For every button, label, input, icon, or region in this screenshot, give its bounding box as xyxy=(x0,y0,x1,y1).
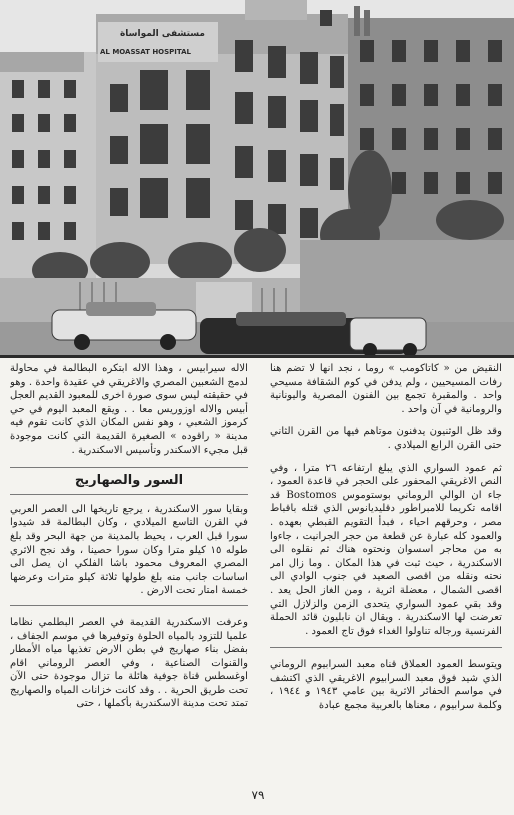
left-column xyxy=(10,362,248,782)
left-paragraph-1: الاله سيرابيس ، وهذا الاله ابتكره البطالمة في محاولة لدمج الشعبين المصري والاغريقي في عقيدة واحدة . وهو في حقيقته ليس سوى صورة اخرى للمعبود القديم العجل أبيس والاله اوزوريس معا . . ويقع المعبد اليوم في حي كرموز الشعبي ، وهو نفس المكان الذي كانت تقوم فيه مدينة « راقوده » الصغيرة القديمة التي كانت موجودة قبل مجيء الاسكندر وتأسيس الاسكندرية . xyxy=(10,363,248,456)
section-heading: السور والصهاريج xyxy=(10,467,248,495)
page-number: ٧٩ xyxy=(251,788,265,802)
right-paragraph-4: ويتوسط العمود العملاق قناه معبد السرابيوم الروماني الذي شيد فوق معبد السرابيوم الاغريقي الذي اكتشف في مواسم الحفائر الاثرية بين عامي ١٩٤٣ و ١٩٤٤ ، وكلمة سرابيوم ، معناها بالعربية مجمع عبادة xyxy=(270,659,502,712)
right-paragraph-3: ثم عمود السواري الذي يبلغ ارتفاعه ٢٦ مترا ، وفي النص الاغريقي المحفور على الحجر في قاعدة العمود ، جاء ان الوالي الروماني بوستوموس Bostomos قد اقامه تكريما للامبراطور دقليديانوس الذي قتله باقباط مصر ، وحرقهم احياء ، فبدأ التقويم القبطي بعهده . والعمود كله عبارة عن قطعة من حجر الجرانيت ، جاءوا به من محاجر اسسوان ونحتوه هناك ثم نقلوه الى الاسكندرية ، حيث ثبت في هذا المكان . وما زال امر نحته ونقله من اقصى الصعيد في جنوب الوادي الى اقصى الشمال ، معضلة اثرية ، ومن الغاز الحل يعد . وقد بقي عمود السواري يتحدى الزمن والزلازل التي تعرضت لها الاسكندرية . ويقال ان نابليون قائد الحملة الفرنسية ورجاله تناولوا الغداء فوق تاج العمود . xyxy=(270,462,502,637)
sign-arabic: مستشفى المواساة xyxy=(119,29,205,39)
sign-latin: AL MOASSAT HOSPITAL xyxy=(100,48,192,56)
right-paragraph-1: النقيض من « كاتاكومب » روما ، نجد انها لا تضم هنا رفات المسيحيين ، ولم يدفن في كوم الشقافة مسيحي واحد . والمقبرة تجمع بين الفنون المصرية واليونانية والرومانية في آن واحد . xyxy=(270,363,502,415)
right-column-divider xyxy=(270,647,502,648)
left-paragraph-2: وبقايا سور الاسكندرية ، يرجع تاريخها الى العصر العربي في القرن التاسع الميلادي ، وكان البطالمة قد شيدوا سورا قبل العرب ، يحيط بالمدينة من جهة البحر وقد بلغ طوله ١٥ كيلو مترا وكان سورا حصينا ، وقد نجح الاثري المصري المعروف محمود باشا الفلكي ان يصل الى اساسات جانب منه بلغ طولها ثلاثة كيلو مترات وعرضها خمسة امتار تحت الارض . xyxy=(10,503,248,597)
left-paragraph-3: وعرفت الاسكندرية القديمة في العصر البطلمي نظاما علميا للتزود بالمياه الحلوة وتوفيرها في موسم الجفاف ، بفضل بناء صهاريج في بطن الارض تغذيها مياه الأمطار والقنوات الصناعية ، وفي العصر الروماني اقام اوغسطس قناة جوفية هائلة ما تزال موجودة حتى الآن تحت طريق الحرية . . وقد كانت خزانات المياه والصهاريج تمتد تحت مدينة الاسكندرية بأكملها ، حتى xyxy=(10,616,248,710)
photo-bottom-rule xyxy=(0,355,514,358)
right-column xyxy=(270,362,502,782)
left-column-divider xyxy=(10,605,248,606)
hospital-photo xyxy=(0,0,514,355)
right-paragraph-2: وقد ظل الوثنيون يدفنون موتاهم فيها من القرن الثاني حتى القرن الرابع الميلادي . xyxy=(270,426,502,451)
